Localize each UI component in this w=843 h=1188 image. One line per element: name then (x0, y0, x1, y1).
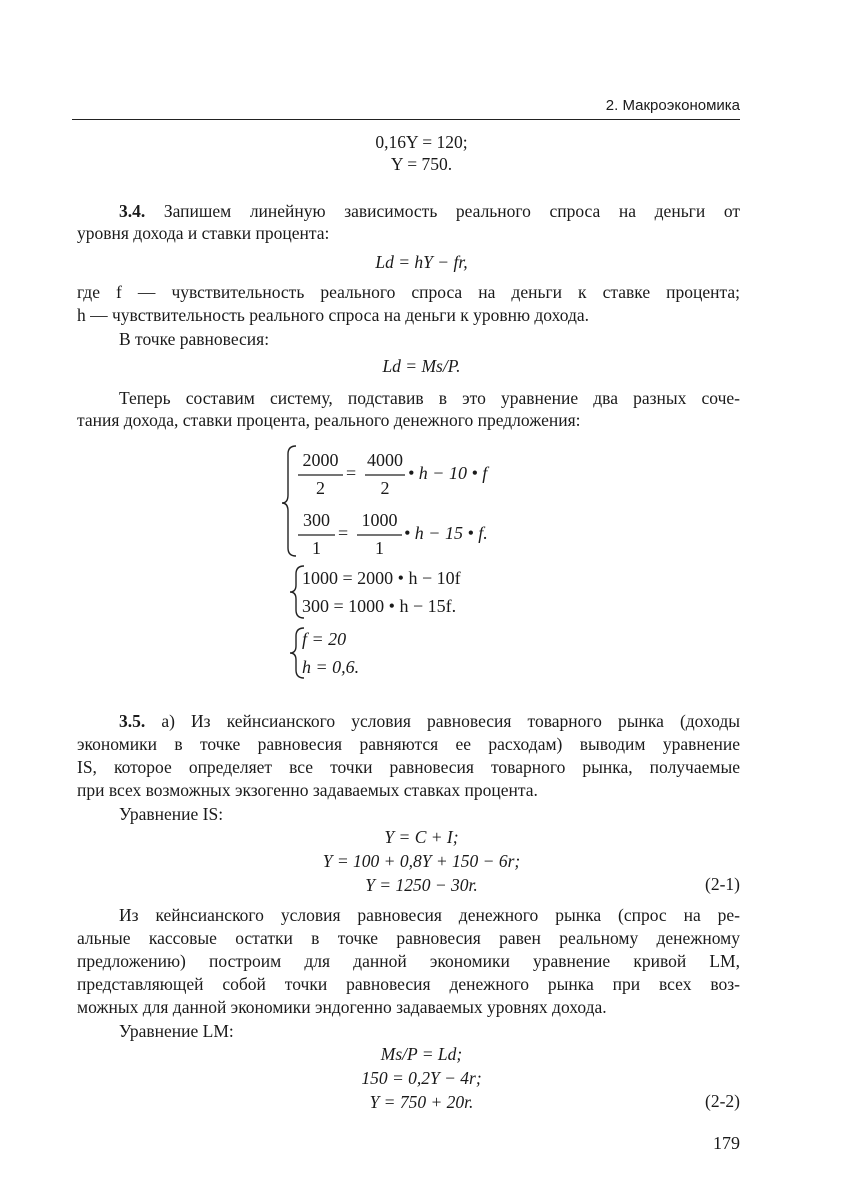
equation-line: 150 = 0,2Y − 4r; (361, 1068, 482, 1088)
paragraph-line: предложению) построим для данной экономики уравнение кривой LM, (77, 951, 740, 971)
fraction-denominator: 1 (375, 538, 384, 558)
equation-line: Y = 750 + 20r. (369, 1092, 474, 1112)
fraction-numerator: 300 (303, 510, 330, 530)
formula: Ld = Ms/P. (382, 356, 461, 376)
fraction-numerator: 1000 (361, 510, 398, 530)
problem-number: 3.5. (119, 711, 146, 731)
paragraph-line: где f — чувствительность реального спроса на деньги к ставке процента; (77, 282, 740, 302)
text: а) Из кейнсианского условия равновесия товарного рынка (доходы (145, 711, 740, 731)
paragraph-line: В точке равновесия: (119, 329, 270, 349)
paragraph-line: Уравнение IS: (119, 804, 224, 824)
equation-number: (2-2) (705, 1091, 740, 1111)
equation-line: Y = 750. (390, 154, 453, 174)
equation-number: (2-1) (705, 874, 740, 894)
equation-rest: • h − 10 • f (408, 463, 488, 483)
fraction-denominator: 1 (312, 538, 321, 558)
text: Запишем линейную зависимость реального спроса на деньги от (145, 201, 740, 221)
formula: Ld = hY − fr, (375, 252, 468, 272)
paragraph-line (119, 710, 740, 732)
paragraph-line: можных для данной экономики эндогенно задаваемых уровнях дохода. (77, 997, 607, 1017)
paragraph-line: IS, которое определяет все точки равновесия товарного рынка, получаемые (77, 757, 740, 777)
equation-line: Y = 1250 − 30r. (365, 875, 478, 895)
system-line: 300 = 1000 • h − 15f. (302, 596, 457, 616)
fraction-denominator: 2 (380, 478, 390, 498)
paragraph-line: альные кассовые остатки в точке равновесия равен реальному денежному (77, 928, 740, 948)
paragraph-line: при всех возможных экзогенно задаваемых ставках процента. (77, 780, 538, 800)
system-line: 1000 = 2000 • h − 10f (302, 568, 461, 588)
system-line: h = 0,6. (302, 657, 360, 677)
page-number: 179 (713, 1133, 740, 1153)
fraction-numerator: 4000 (367, 450, 403, 470)
fraction-numerator: 2000 (302, 450, 339, 470)
equation-line: Y = 100 + 0,8Y + 150 − 6r; (322, 851, 521, 871)
equation-line: Y = C + I; (384, 827, 459, 847)
paragraph-line: Из кейнсианского условия равновесия денежного рынка (спрос на ре- (119, 905, 740, 925)
equals-sign: = (338, 523, 349, 543)
paragraph-line: экономики в точке равновесия равняются ее расходам) выводим уравнение (77, 734, 740, 754)
paragraph-line: уровня дохода и ставки процента: (77, 223, 330, 243)
chapter-title: 2. Макроэкономика (605, 97, 740, 114)
paragraph-line: h — чувствительность реального спроса на деньги к уровню дохода. (77, 305, 589, 325)
fraction-denominator: 2 (316, 478, 325, 498)
paragraph-line: тания дохода, ставки процента, реального денежного предложения: (77, 410, 581, 430)
equation-line: 0,16Y = 120; (375, 132, 468, 152)
equation-line: Ms/P = Ld; (380, 1044, 463, 1064)
paragraph-line: Уравнение LM: (119, 1021, 234, 1041)
system-line: f = 20 (302, 629, 347, 649)
equation-rest: • h − 15 • f. (404, 523, 488, 543)
problem-number: 3.4. (119, 201, 146, 221)
paragraph-line: Теперь составим систему, подставив в это уравнение два разных соче- (119, 388, 740, 408)
equals-sign: = (346, 463, 357, 483)
paragraph-line: представляющей собой точки равновесия денежного рынка при всех воз- (77, 974, 740, 994)
